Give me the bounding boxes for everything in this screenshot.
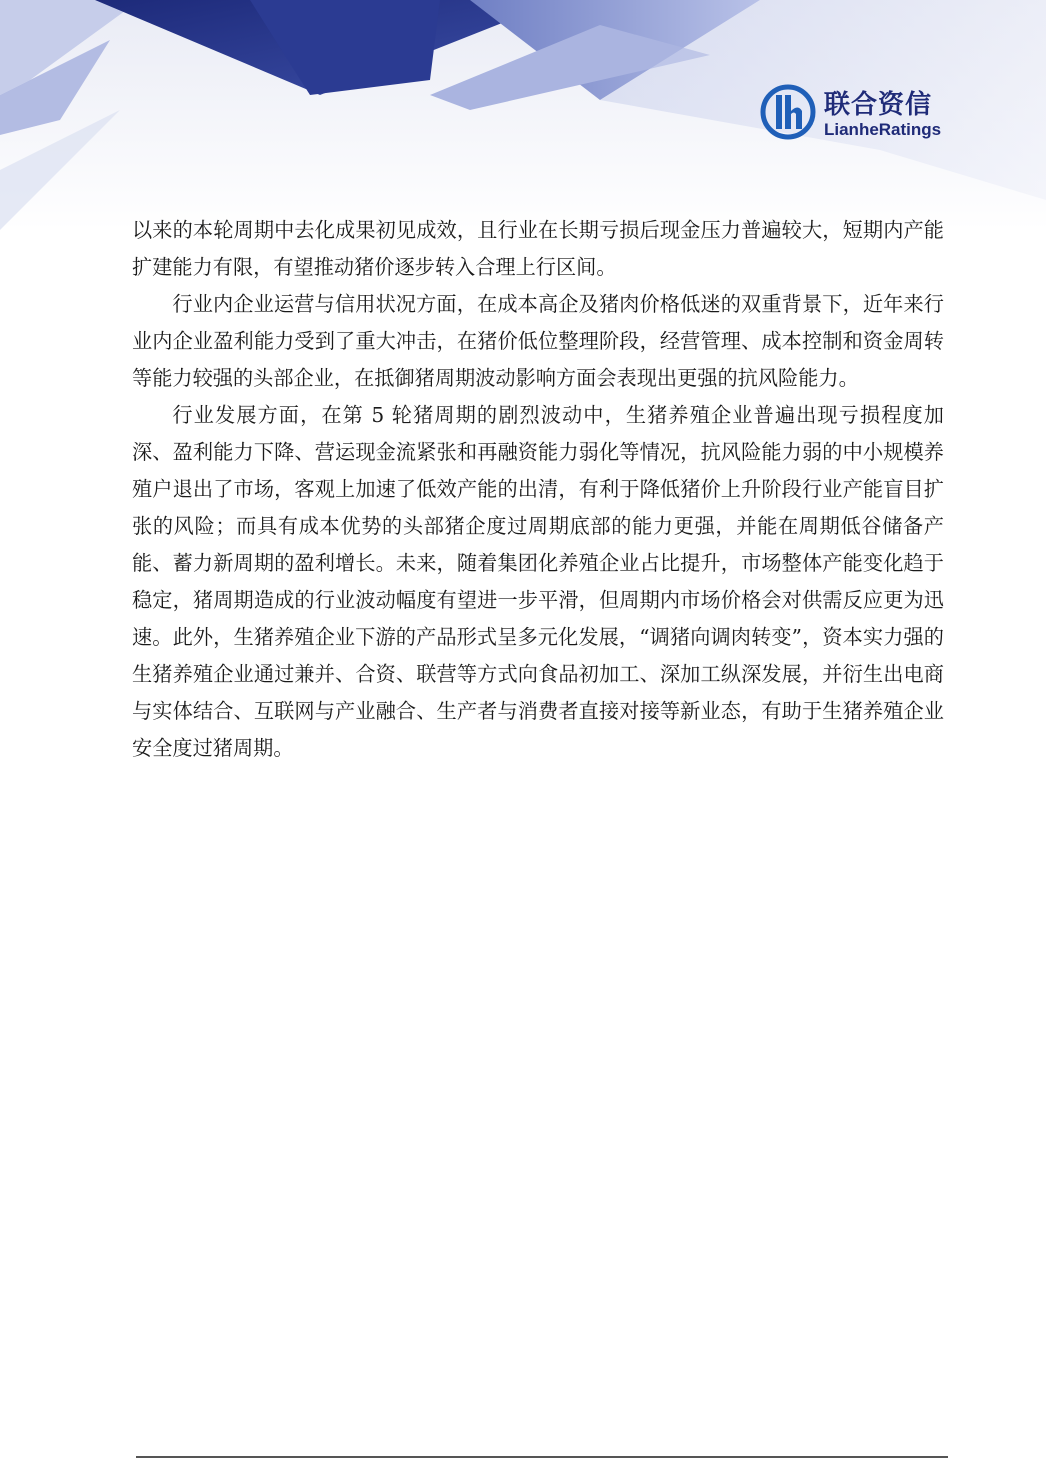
paragraph-industry-development: 行业发展方面，在第 5 轮猪周期的剧烈波动中，生猪养殖企业普遍出现亏损程度加深、盈利能力下降、营运现金流紧张和再融资能力弱化等情况，抗风险能力弱的中小规模养殖户退出了市场，客观上加速了低效产能的出清，有利于降低猪价上升阶段行业产能盲目扩张的风险；而具有成本优势的头部猪企度过周期底部的能力更强，并能在周期低谷储备产能、蓄力新周期的盈利增长。未来，随着集团化养殖企业占比提升，市场整体产能变化趋于稳定，猪周期造成的行业波动幅度有望进一步平滑，但周期内市场价格会对供需反应更为迅速。此外，生猪养殖企业下游的产品形式呈多元化发展，“调猪向调肉转变”，资本实力强的生猪养殖企业通过兼并、合资、联营等方式向食品初加工、深加工纵深发展，并衍生出电商与实体结合、互联网与产业融合、生产者与消费者直接对接等新业态，有助于生猪养殖企业安全度过猪周期。: [132, 403, 944, 760]
report-body: [132, 212, 944, 767]
paragraph-continuation: 以来的本轮周期中去化成果初见成效，且行业在长期亏损后现金压力普遍较大，短期内产能扩建能力有限，有望推动猪价逐步转入合理上行区间。: [132, 218, 944, 279]
lianhe-ratings-logo: [760, 82, 960, 144]
logo-name-english: LianheRatings: [824, 120, 942, 139]
lianhe-ratings-logo-icon: [760, 84, 816, 140]
footer-divider: [136, 1456, 948, 1458]
paragraph-credit-status: 行业内企业运营与信用状况方面，在成本高企及猪肉价格低迷的双重背景下，近年来行业内企业盈利能力受到了重大冲击，在猪价低位整理阶段，经营管理、成本控制和资金周转等能力较强的头部企业，在抵御猪周期波动影响方面会表现出更强的抗风险能力。: [132, 292, 944, 390]
logo-name-chinese: 联合资信: [824, 90, 933, 120]
